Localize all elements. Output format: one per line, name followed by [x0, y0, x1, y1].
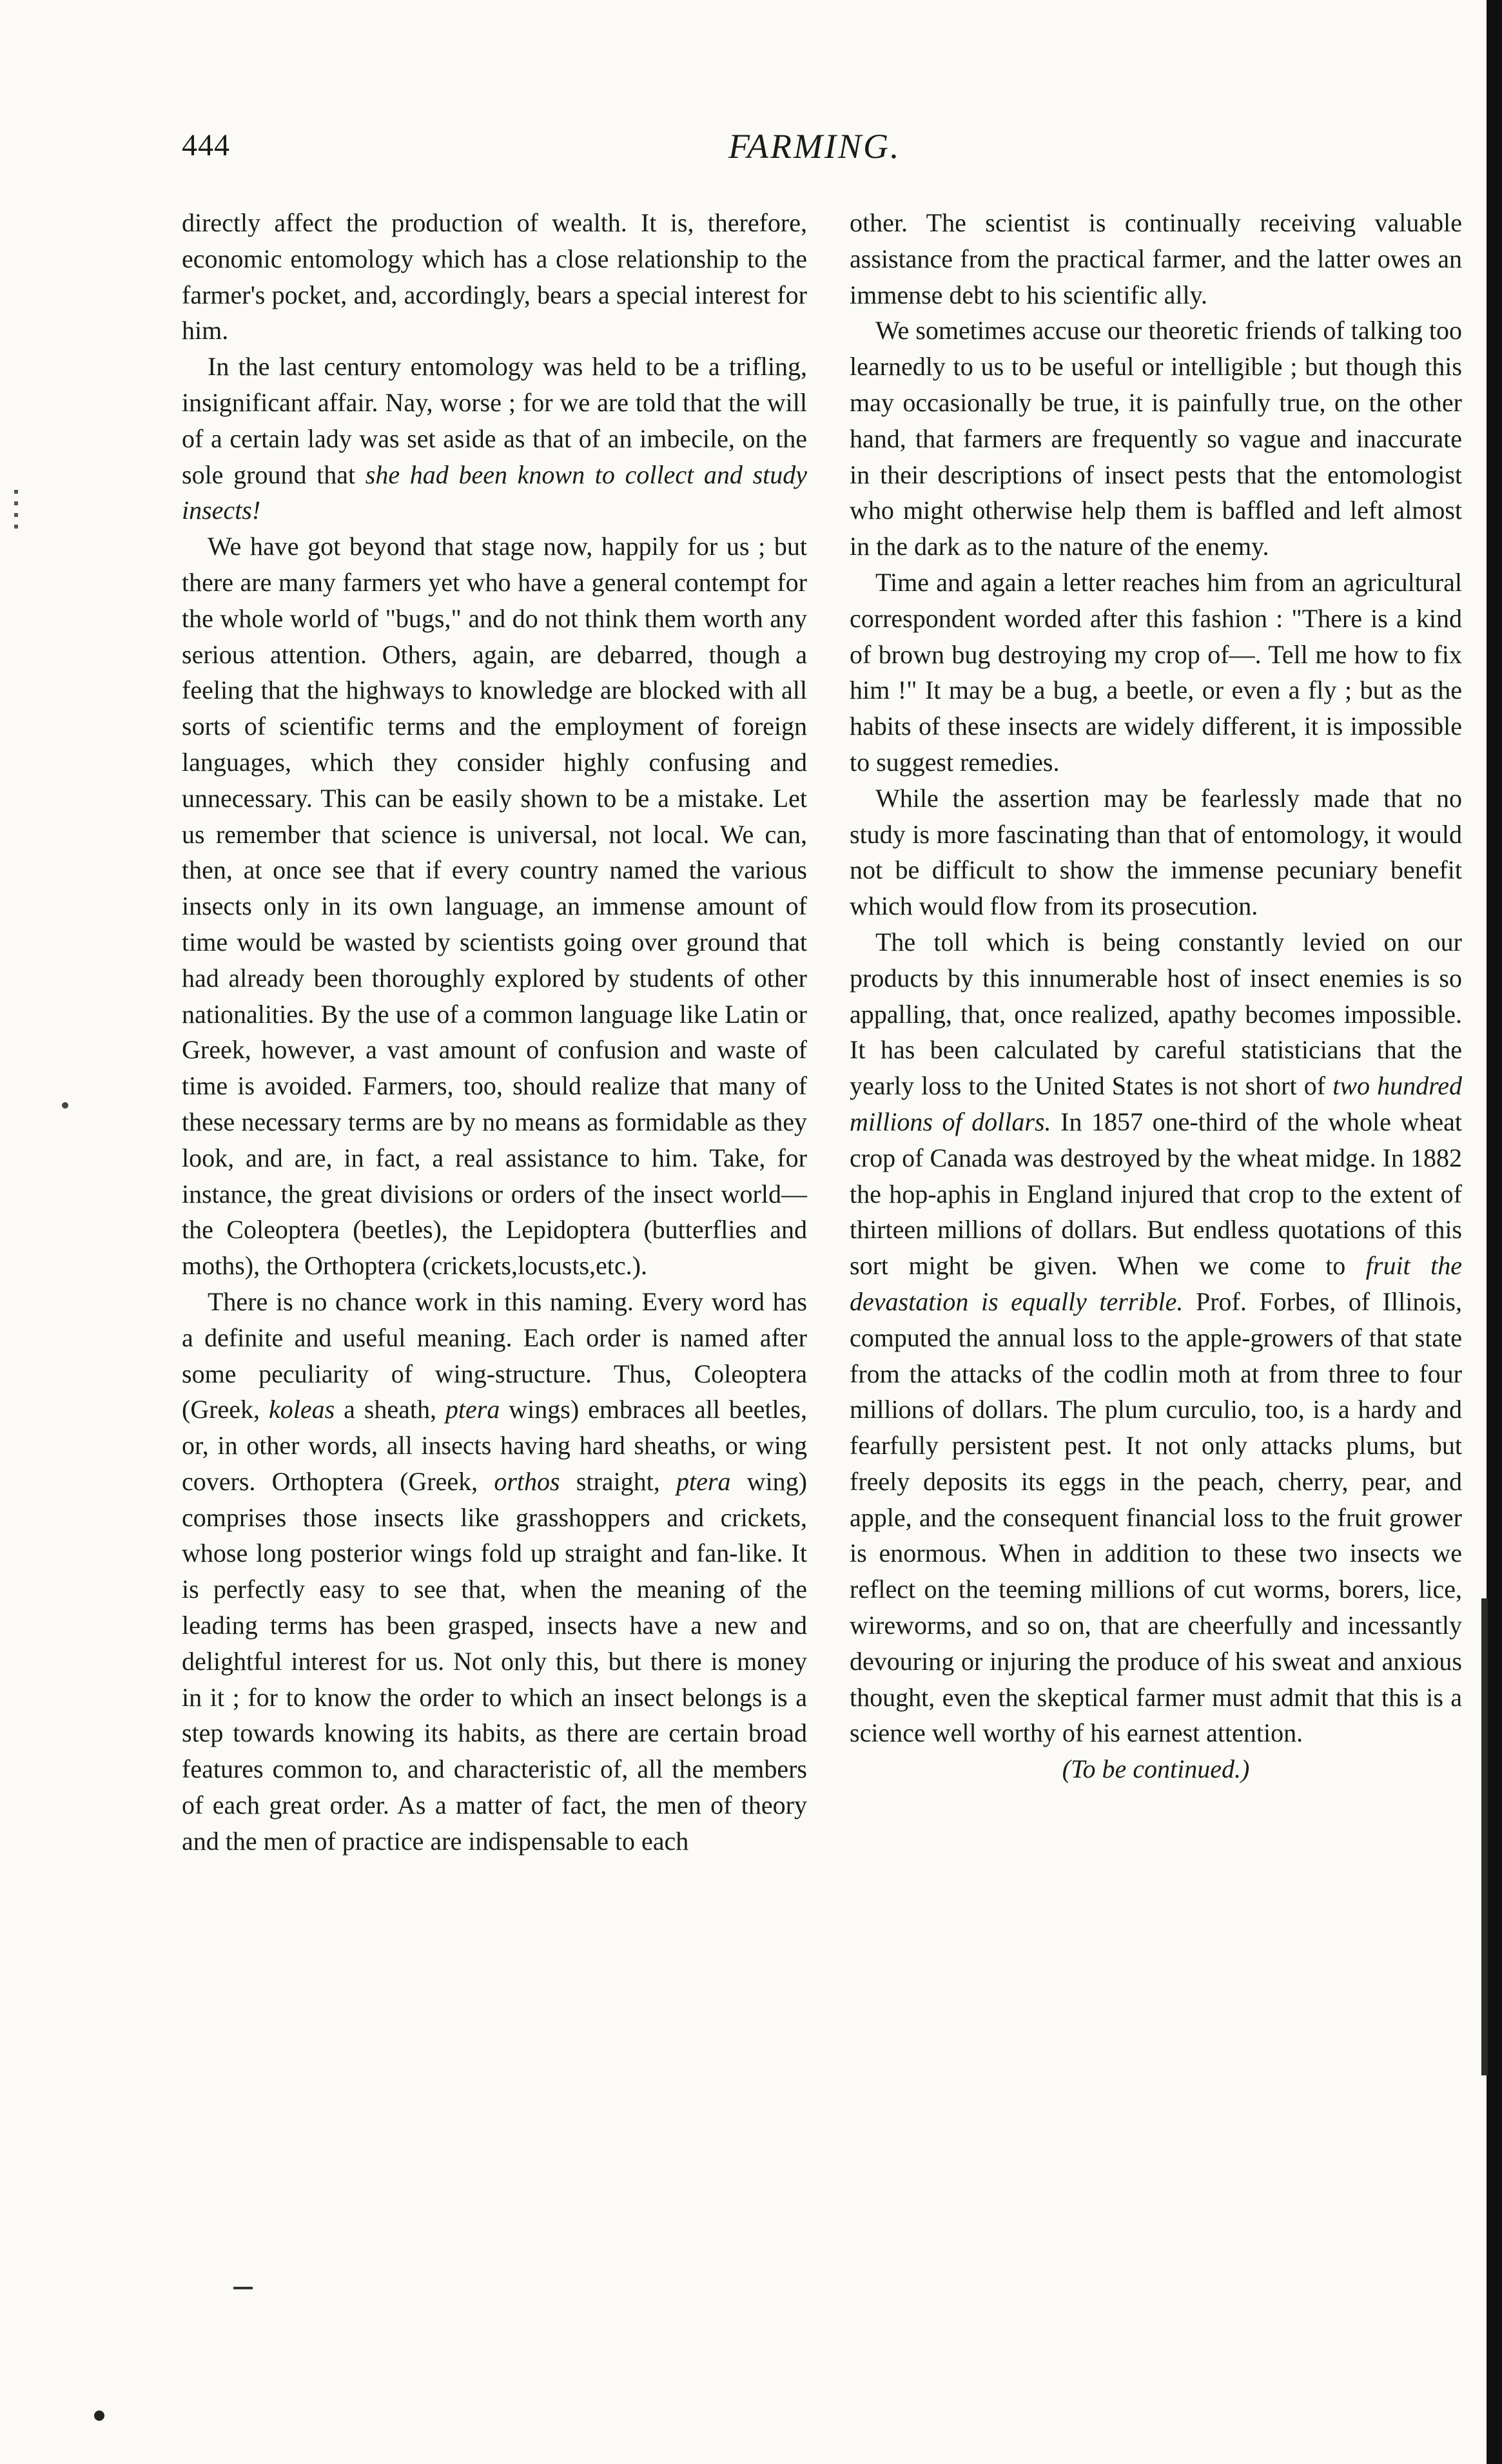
paragraph: The toll which is being constantly levied on our products by this innumerable host of insect enemies is so appalling, that, once realized, apathy becomes impossible. It has been calculated by careful statisticians that the yearly loss to the United States is not short of two hundred millions of dollars. In 1857 one-third of the whole wheat crop of Canada was destroyed by the wheat midge. In 1882 the hop-aphis in England injured that crop to the extent of thirteen millions of dollars. But endless quotations of this sort might be given. When we come to fruit the devastation is equally terrible. Prof. Forbes, of Illinois, computed the annual loss to the apple-growers of that state from the attacks of the codlin moth at from three to four millions of dollars. The plum curculio, too, is a hardy and fearfully persistent pest. It not only attacks plums, but freely deposits its eggs in the peach, cherry, pear, and apple, and the consequent financial loss to the fruit grower is enormous. When in addition to these two insects we reflect on the teeming millions of cut worms, borers, lice, wireworms, and so on, that are cheerfully and incessantly devouring or injuring the produce of his sweat and anxious thought, even the skeptical farmer must admit that this is a science well worthy of his earnest attention. [850, 927, 1462, 1748]
continued-note: (To be continued.) [1062, 1754, 1250, 1784]
paragraph: While the assertion may be fearlessly made that no study is more fascinating than that of entomology, it would not be difficult to show the immense pecuniary benefit which would flow from its prosecution. [850, 783, 1462, 921]
paragraph: In the last century entomology was held to be a trifling, insignificant affair. Nay, worse ; for we are told that the will of a certain lady was set aside as that of an imbecile, on the sole ground that she had been known to collect and study insects! [182, 352, 807, 525]
stray-mark [14, 490, 18, 529]
paragraph: other. The scientist is continually receiving valuable assistance from the practical farmer, and the latter owes an immense debt to his scientific ally. [850, 208, 1462, 309]
running-title: FARMING. [728, 127, 901, 166]
stray-mark [62, 1102, 68, 1109]
left-column [182, 205, 807, 1859]
italic-phrase: she had been known to collect and study insects! [182, 460, 807, 525]
paragraph: directly affect the production of wealth. It is, therefore, economic entomology which has a close relationship to the farmer's pocket, and, accordingly, bears a special interest for him. [182, 208, 807, 345]
stray-mark [233, 2287, 253, 2289]
paragraph: Time and again a letter reaches him from an agricultural correspondent worded after this fashion : "There is a kind of brown bug destroying my crop of—. Tell me how to fix him !" It may be a bug, a beetle, or even a fly ; but as the habits of these insects are widely different, it is impossible to suggest remedies. [850, 567, 1462, 777]
page-number: 444 [182, 128, 230, 162]
right-column [850, 205, 1462, 1787]
paragraph: We have got beyond that stage now, happily for us ; but there are many farmers yet who have a general contempt for the whole world of "bugs," and do not think them worth any serious attention. Others, again, are debarred, though a feeling that the highways to knowledge are blocked with all sorts of scientific terms and the employment of foreign languages, which they consider highly confusing and unnecessary. This can be easily shown to be a mistake. Let us remember that science is universal, not local. We can, then, at once see that if every country named the various insects only in its own language, an immense amount of time would be wasted by scientists going over ground that had already been thoroughly explored by students of other nationalities. By the use of a common language like Latin or Greek, however, a vast amount of confusion and waste of time is avoided. Farmers, too, should realize that many of these necessary terms are by no means as formidable as they look, and are, in fact, a real assistance to him. Take, for instance, the great divisions or orders of the insect world—the Coleoptera (beetles), the Lepidoptera (butterflies and moths), the Orthoptera (crickets,locusts,etc.). [182, 532, 807, 1281]
stray-mark [94, 2411, 104, 2421]
paragraph: There is no chance work in this naming. Every word has a definite and useful meaning. Each order is named after some peculiarity of wing-structure. Thus, Coleoptera (Greek, koleas a sheath, ptera wings) embraces all beetles, or, in other words, all insects having hard sheaths, or wing covers. Orthoptera (Greek, orthos straight, ptera wing) comprises those insects like grasshoppers and crickets, whose long posterior wings fold up straight and fan-like. It is perfectly easy to see that, when the meaning of the leading terms has been grasped, insects have a new and delightful interest for us. Not only this, but there is money in it ; for to know the order to which an insect belongs is a step towards knowing its habits, as there are certain broad features common to, and characteristic of, all the members of each great order. As a matter of fact, the men of theory and the men of practice are indispensable to each [182, 1286, 807, 1856]
paragraph: We sometimes accuse our theoretic friends of talking too learnedly to us to be useful or intelligible ; but though this may occasionally be true, it is painfully true, on the other hand, that farmers are frequently so vague and inaccurate in their descriptions of insect pests that the entomologist who might otherwise help them is baffled and left almost in the dark as to the nature of the enemy. [850, 316, 1462, 561]
page-edge-shadow [1487, 0, 1502, 2464]
